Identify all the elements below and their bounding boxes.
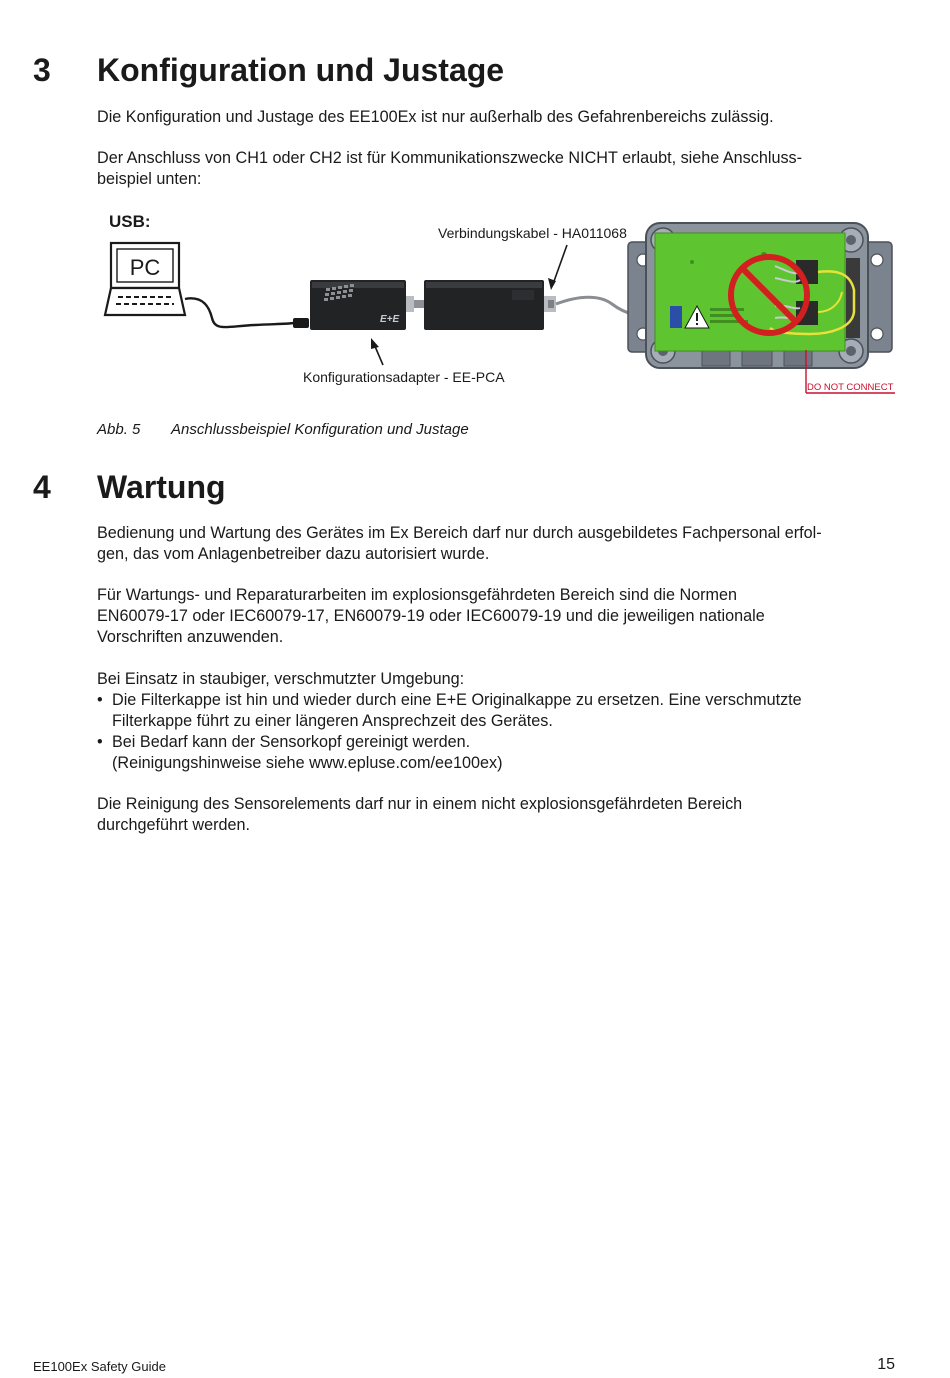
- section-4-dust-note: [97, 669, 887, 774]
- section-4-standards-note: [97, 585, 887, 648]
- paragraph-line: Bedienung und Wartung des Gerätes im Ex Bereich darf nur durch ausgebildetes Fachpersonal erfol-: [97, 524, 822, 542]
- section-title: Wartung: [97, 469, 226, 505]
- adapter-label: Konfigurationsadapter - EE-PCA: [303, 369, 505, 385]
- figure-number: Abb. 5: [97, 421, 141, 438]
- section-4-operation-note: [97, 523, 887, 565]
- connection-diagram-svg: [0, 200, 950, 410]
- section-number: 3: [33, 52, 51, 88]
- footer-page-number: 15: [877, 1356, 895, 1373]
- footer-document-title: EE100Ex Safety Guide: [33, 1359, 166, 1374]
- adapter-arrow: [371, 338, 383, 365]
- usb-cable: [185, 298, 295, 327]
- cable-arrow: [548, 245, 567, 290]
- list-item-line: • Bei Bedarf kann der Sensorkopf gereinigt werden.: [112, 733, 471, 751]
- paragraph-line: Die Reinigung des Sensorelements darf nur in einem nicht explosionsgefährdeten Bereich: [97, 795, 743, 813]
- list-item-line: (Reinigungshinweise siehe www.epluse.com/ee100ex): [112, 754, 503, 772]
- bullet-list: [97, 690, 887, 774]
- paragraph-line: EN60079-17 oder IEC60079-17, EN60079-19 oder IEC60079-19 und die jeweiligen nationale: [97, 607, 765, 625]
- cable-label: Verbindungskabel - HA011068: [438, 225, 627, 241]
- pc-label: PC: [129, 255, 161, 280]
- section-4-cleaning-note: [97, 794, 887, 836]
- usb-label: USB:: [109, 212, 151, 231]
- section-title: Konfiguration und Justage: [97, 52, 505, 88]
- section-3-connection-note: [97, 148, 887, 190]
- paragraph: Die Konfiguration und Justage des EE100Ex ist nur außerhalb des Gefahrenbereichs zulässig.: [97, 108, 774, 126]
- connection-diagram: [0, 200, 950, 410]
- section-number: 4: [33, 469, 51, 505]
- paragraph-line: Bei Einsatz in staubiger, verschmutzter Umgebung:: [97, 670, 465, 688]
- section-3-intro: [97, 107, 887, 128]
- pc-icon: [105, 243, 185, 315]
- list-item: [97, 690, 887, 732]
- list-item: [97, 732, 887, 774]
- configuration-adapter: [310, 280, 556, 330]
- paragraph-line: Der Anschluss von CH1 oder CH2 ist für Kommunikationszwecke NICHT erlaubt, siehe Anschluss-: [97, 149, 803, 167]
- do-not-connect-label: DO NOT CONNECT: [807, 382, 894, 393]
- usb-plug: [293, 318, 309, 328]
- paragraph-line: durchgeführt werden.: [97, 816, 250, 834]
- paragraph-line: Für Wartungs- und Reparaturarbeiten im explosionsgefährdeten Bereich sind die Normen: [97, 586, 738, 604]
- list-item-line: • Die Filterkappe ist hin und wieder durch eine E+E Originalkappe zu ersetzen. Eine verschmutzte: [112, 691, 802, 709]
- list-item-line: Filterkappe führt zu einer längeren Ansprechzeit des Gerätes.: [112, 712, 553, 730]
- adapter-brand-mark: E+E: [380, 314, 400, 325]
- figure-caption-text: Anschlussbeispiel Konfiguration und Justage: [171, 421, 469, 438]
- paragraph-line: Vorschriften anzuwenden.: [97, 628, 284, 646]
- paragraph-line: beispiel unten:: [97, 170, 202, 188]
- paragraph-line: gen, das vom Anlagenbetreiber dazu autorisiert wurde.: [97, 545, 490, 563]
